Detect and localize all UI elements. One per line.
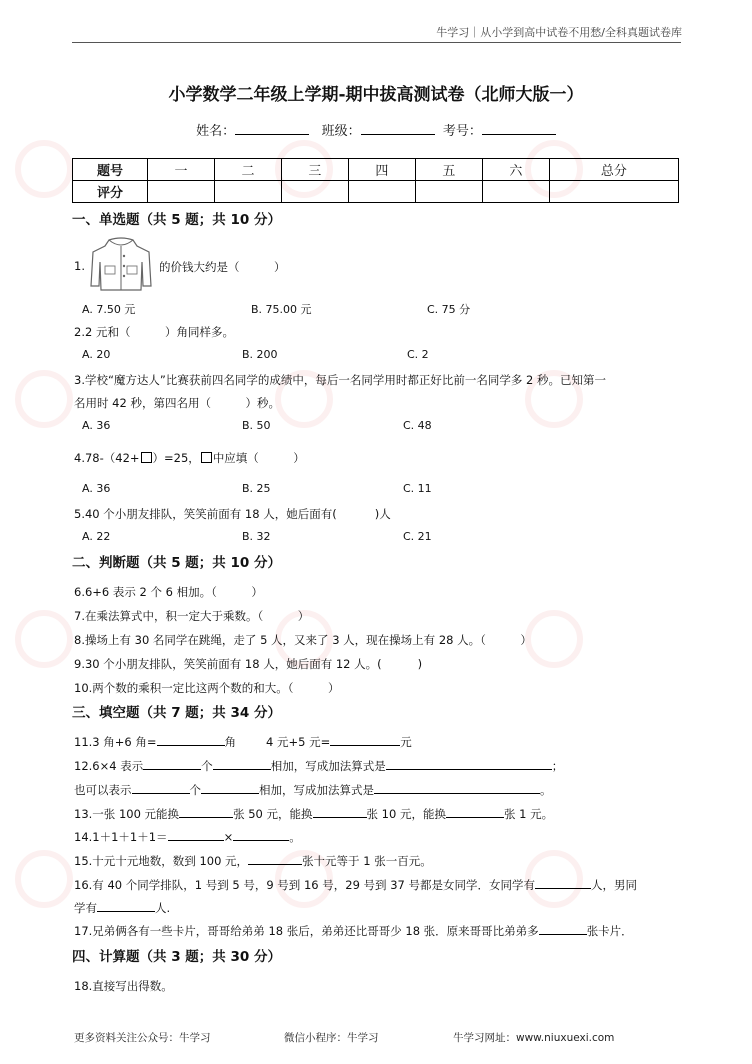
answer-blank[interactable] <box>201 782 259 794</box>
option-a[interactable]: A. 22 <box>82 530 111 543</box>
watermark-logo-icon <box>15 370 73 428</box>
question-13-part: 张 1 元。 <box>503 807 554 821</box>
question-6-text: 6.6+6 表示 2 个 6 相加。（ ） <box>74 585 263 599</box>
score-cell[interactable] <box>348 181 415 203</box>
page-title: 小学数学二年级上学期-期中拔高测试卷（北师大版一） <box>168 85 584 105</box>
question-5-part: )人 <box>374 507 391 521</box>
table-cell: 一 <box>148 159 215 181</box>
answer-blank[interactable] <box>157 734 225 746</box>
question-16-part: 16.有 40 个同学排队，1 号到 5 号，9 号到 16 号，29 号到 37 号都是女同学．女同学有 <box>74 878 535 892</box>
question-16-part: 人，男同 <box>590 878 637 892</box>
name-label: 姓名： <box>196 124 236 139</box>
option-a[interactable]: A. 7.50 元 <box>82 303 136 316</box>
watermark-logo-icon <box>15 610 73 668</box>
question-2-text: 2.2 元和（ ）角同样多。 <box>74 325 234 339</box>
question-14-part: × <box>223 830 234 844</box>
option-c[interactable]: C. 48 <box>403 419 432 432</box>
question-1-text: 的价钱大约是（ ） <box>159 260 286 274</box>
table-cell: 三 <box>281 159 348 181</box>
question-11-part: 角 <box>224 735 237 749</box>
question-16-line1 <box>74 877 637 893</box>
question-13-part: 张 10 元，能换 <box>366 807 446 821</box>
table-cell: 六 <box>482 159 549 181</box>
answer-blank[interactable] <box>233 829 289 841</box>
question-12-part: 相加，写成加法算式是 <box>259 783 374 797</box>
option-c[interactable]: C. 21 <box>403 530 432 543</box>
answer-blank[interactable] <box>97 900 155 912</box>
question-12-part: 12.6×4 表示 <box>74 759 144 773</box>
option-b[interactable]: B. 50 <box>242 419 271 432</box>
watermark-logo-icon <box>15 850 73 908</box>
question-7-text: 7.在乘法算式中，积一定大于乘数。（ ） <box>74 609 310 623</box>
question-8-text: 8.操场上有 30 名同学在跳绳，走了 5 人，又来了 3 人，现在操场上有 28 人。（ ） <box>74 633 532 647</box>
question-12-part: 相加，写成加法算式是 <box>270 759 386 773</box>
question-4-part: 中应填（ ） <box>212 451 305 465</box>
question-9-text <box>74 656 422 672</box>
question-1-num: 1. <box>74 259 85 273</box>
question-15-text <box>74 853 432 869</box>
option-c[interactable]: C. 11 <box>403 482 432 495</box>
header-divider <box>72 42 681 43</box>
option-a[interactable]: A. 36 <box>82 419 111 432</box>
section-heading-3: 三、填空题（共 7 题；共 34 分） <box>72 705 281 721</box>
question-18-text: 18.直接写出得数。 <box>74 979 173 993</box>
answer-blank[interactable] <box>168 829 224 841</box>
answer-blank[interactable] <box>143 758 201 770</box>
answer-blank[interactable] <box>132 782 190 794</box>
question-17-text <box>74 923 633 939</box>
question-3-line2: 名用时 42 秒，第四名用（ ）秒。 <box>74 396 280 410</box>
section-heading-1: 一、单选题（共 5 题；共 10 分） <box>72 212 281 228</box>
score-cell[interactable] <box>214 181 281 203</box>
question-17-part: 张卡片． <box>586 924 633 938</box>
watermark-logo-icon <box>525 610 583 668</box>
question-13-part: 张 50 元，能换 <box>233 807 313 821</box>
option-b[interactable]: B. 32 <box>242 530 271 543</box>
answer-blank[interactable] <box>313 806 367 818</box>
square-box-icon <box>201 452 212 463</box>
option-c[interactable]: C. 2 <box>407 348 429 361</box>
footer-left: 更多资料关注公众号：牛学习 <box>74 1032 211 1044</box>
question-10-text: 10.两个数的乘积一定比这两个数的和大。（ ） <box>74 681 340 695</box>
question-17-part: 17.兄弟俩各有一些卡片，哥哥给弟弟 18 张后，弟弟还比哥哥少 18 张．原来哥哥比弟弟多 <box>74 924 539 938</box>
square-box-icon <box>141 452 152 463</box>
score-cell[interactable] <box>148 181 215 203</box>
question-14-part: 14.1＋1＋1＋1＝ <box>74 830 168 844</box>
score-table <box>72 158 679 203</box>
option-a[interactable]: A. 36 <box>82 482 111 495</box>
score-cell[interactable] <box>281 181 348 203</box>
question-15-part: 张十元等于 1 张一百元。 <box>302 854 432 868</box>
answer-blank[interactable] <box>446 806 504 818</box>
footer-mid: 微信小程序：牛学习 <box>284 1032 379 1044</box>
answer-blank[interactable] <box>539 923 587 935</box>
answer-blank[interactable] <box>374 782 540 794</box>
name-field[interactable] <box>235 122 309 135</box>
question-12-part: 也可以表示 <box>74 783 132 797</box>
section-heading-2: 二、判断题（共 5 题；共 10 分） <box>72 555 281 571</box>
score-cell[interactable] <box>482 181 549 203</box>
option-a[interactable]: A. 20 <box>82 348 111 361</box>
table-cell: 题号 <box>73 159 148 181</box>
table-cell: 评分 <box>73 181 148 203</box>
question-16-part: 人. <box>155 901 171 915</box>
question-12-part: 个 <box>201 759 213 773</box>
question-4-part: 4.78-（42+ <box>74 451 140 465</box>
option-b[interactable]: B. 25 <box>242 482 271 495</box>
answer-blank[interactable] <box>213 758 271 770</box>
question-12-line2 <box>74 782 552 798</box>
question-5-part: 5.40 个小朋友排队，笑笑前面有 18 人，她后面有( <box>74 507 337 521</box>
score-cell[interactable] <box>549 181 678 203</box>
question-9-part: ) <box>417 657 423 671</box>
score-cell[interactable] <box>415 181 482 203</box>
table-cell: 二 <box>214 159 281 181</box>
question-13-part: 13.一张 100 元能换 <box>74 807 180 821</box>
question-11-part: 4 元+5 元= <box>266 735 331 749</box>
question-3-line1: 3.学校“魔方达人”比赛获前四名同学的成绩中，每后一名同学用时都正好比前一名同学多 2 秒。已知第一 <box>74 373 607 387</box>
jacket-icon <box>87 236 155 292</box>
table-row <box>73 159 679 181</box>
watermark-logo-icon <box>15 140 73 198</box>
answer-blank[interactable] <box>248 853 302 865</box>
question-11-text <box>74 734 412 750</box>
class-field[interactable] <box>361 122 435 135</box>
answer-blank[interactable] <box>386 758 552 770</box>
section-heading-4: 四、计算题（共 3 题；共 30 分） <box>72 949 281 965</box>
question-15-part: 15.十元十元地数，数到 100 元， <box>74 854 249 868</box>
question-13-text <box>74 806 553 822</box>
table-cell: 总分 <box>549 159 678 181</box>
page-header-text: 牛学习｜从小学到高中试卷不用愁/全科真题试卷库 <box>436 26 682 39</box>
table-cell: 四 <box>348 159 415 181</box>
id-label: 考号： <box>442 124 482 139</box>
question-16-part: 学有 <box>74 901 97 915</box>
question-11-part: 元 <box>400 735 412 749</box>
question-14-text <box>74 829 301 845</box>
option-c[interactable]: C. 75 分 <box>427 303 471 316</box>
question-5-text <box>74 506 391 522</box>
question-14-part: 。 <box>289 830 301 844</box>
answer-blank[interactable] <box>535 877 591 889</box>
question-16-line2 <box>74 900 170 916</box>
student-info-row <box>0 120 752 139</box>
question-12-line1 <box>74 758 563 774</box>
id-field[interactable] <box>482 122 556 135</box>
question-12-part: ； <box>551 759 564 773</box>
answer-blank[interactable] <box>330 734 400 746</box>
table-cell: 五 <box>415 159 482 181</box>
option-b[interactable]: B. 200 <box>242 348 278 361</box>
question-4-text <box>74 450 305 466</box>
question-12-part: 个 <box>189 783 201 797</box>
option-b[interactable]: B. 75.00 元 <box>251 303 312 316</box>
question-12-part: 。 <box>540 783 552 797</box>
footer-url[interactable]: 牛学习网址：www.niuxuexi.com <box>453 1032 615 1044</box>
question-11-part: 11.3 角+6 角= <box>74 735 157 749</box>
table-row <box>73 181 679 203</box>
class-label: 班级： <box>321 124 361 139</box>
question-9-part: 9.30 个小朋友排队，笑笑前面有 18 人，她后面有 12 人。( <box>74 657 382 671</box>
question-4-part: ）=25， <box>152 451 200 465</box>
answer-blank[interactable] <box>179 806 233 818</box>
